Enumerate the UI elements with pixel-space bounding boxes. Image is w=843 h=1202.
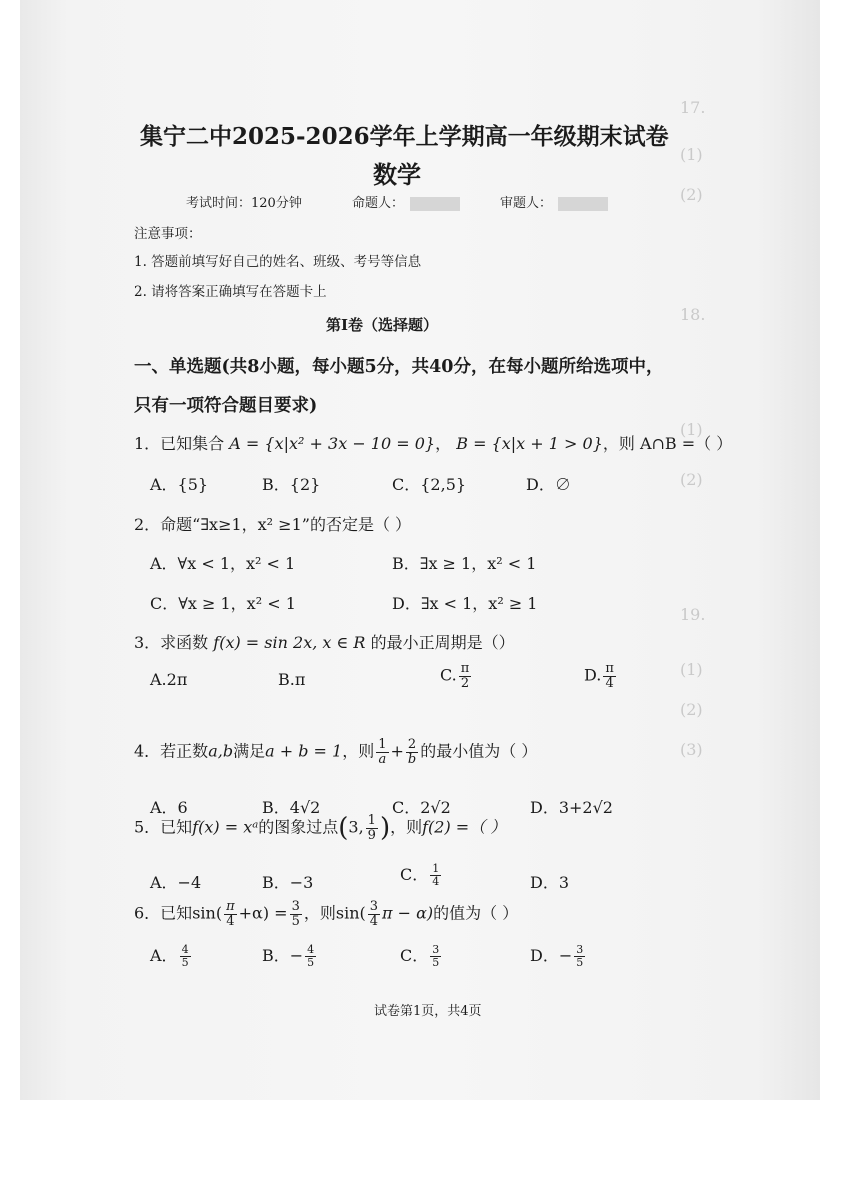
- fraction: [459, 662, 472, 690]
- author-field: [352, 192, 460, 211]
- q6-text: 的值为（ ）: [433, 903, 519, 923]
- bleed-through-text: (1): [680, 660, 703, 679]
- q3-option-b: B.π: [278, 670, 306, 689]
- notice-item: 2. 请将答案正确填写在答题卡上: [134, 284, 327, 300]
- denominator: 5: [307, 956, 315, 969]
- numerator: 3: [369, 899, 379, 914]
- q6-d-label: D．−: [530, 946, 573, 965]
- fraction: [376, 738, 388, 766]
- q3-c-label: C.: [440, 665, 457, 685]
- fraction: [603, 662, 616, 690]
- redacted-name: [410, 197, 460, 211]
- left-paren: (: [338, 813, 349, 843]
- bleed-through-text: (1): [680, 420, 703, 439]
- numerator: π: [226, 899, 235, 914]
- question-3-stem: [134, 630, 515, 653]
- bleed-through-text: (2): [680, 185, 703, 204]
- q5-text: 的图象过点: [258, 817, 339, 837]
- q1-number: 1．已知集合: [134, 434, 225, 453]
- redacted-name: [558, 197, 608, 211]
- numerator: π: [605, 661, 614, 676]
- denominator: 5: [576, 956, 584, 969]
- numerator: 4: [307, 943, 315, 957]
- q5-text: ，则: [390, 817, 423, 837]
- numerator: 4: [181, 943, 189, 957]
- numerator: 1: [378, 737, 387, 752]
- q3-option-c: [440, 662, 473, 690]
- bleed-through-text: 17.: [680, 98, 706, 117]
- exam-time: 考试时间：120分钟: [186, 196, 302, 211]
- q5-ask: f(2) =（ ）: [422, 817, 507, 837]
- right-paren: ): [379, 813, 391, 843]
- q4-vars: a,b: [208, 741, 234, 761]
- fraction: [305, 944, 316, 968]
- q6-option-d: [530, 943, 587, 969]
- q2-option-d: D．∃x < 1，x² ≥ 1: [392, 594, 538, 613]
- q4-option-a: A．6: [150, 798, 188, 817]
- q4-option-c: C．2√2: [392, 798, 451, 817]
- fraction: [406, 738, 418, 766]
- numerator: 3: [576, 943, 584, 957]
- denominator: b: [407, 751, 417, 767]
- q1-ask: ，则 A∩B =（ ）: [602, 434, 733, 453]
- fraction: [290, 900, 302, 928]
- q6-expr: π − α): [382, 903, 434, 923]
- bleed-through-text: 19.: [680, 605, 706, 624]
- q4-text: 4．若正数: [134, 741, 209, 761]
- q5-expression: f(x) = xᵃ: [192, 817, 259, 837]
- fraction: [368, 900, 380, 928]
- q6-text: ，则: [303, 903, 336, 923]
- q6-expr: +α) =: [238, 903, 288, 923]
- q6-option-c: [400, 943, 443, 969]
- q5-text: 5．已知: [134, 817, 193, 837]
- numerator: 1: [432, 862, 440, 876]
- q6-expr: sin(: [192, 903, 223, 923]
- denominator: 4: [226, 913, 235, 929]
- q5-option-d: D．3: [530, 873, 570, 892]
- denominator: 9: [367, 827, 376, 843]
- question-6-stem: [134, 900, 518, 928]
- denominator: 5: [432, 956, 440, 969]
- q1-option-d: D．∅: [526, 475, 571, 494]
- bleed-through-text: 18.: [680, 305, 706, 324]
- reviewer-label: 审题人：: [500, 196, 553, 211]
- bleed-through-text: (1): [680, 145, 703, 164]
- q4-condition: a + b = 1: [265, 741, 343, 761]
- q6-expr: sin(: [335, 903, 366, 923]
- fraction: [180, 944, 191, 968]
- subject-title: 数学: [373, 160, 421, 189]
- q5-option-b: B．−3: [262, 873, 314, 892]
- q4-option-d: D．3+2√2: [530, 798, 613, 817]
- denominator: a: [378, 751, 387, 767]
- q4-option-b: B．4√2: [262, 798, 321, 817]
- q6-a-label: A．: [150, 946, 178, 965]
- point-x: 3,: [348, 817, 364, 837]
- q3-text: 的最小正周期是（）: [370, 633, 515, 652]
- q6-c-label: C．: [400, 946, 429, 965]
- bleed-through-text: (2): [680, 470, 703, 489]
- exam-title: 集宁二中2025-2026学年上学期高一年级期末试卷: [140, 123, 669, 150]
- q3-d-label: D.: [584, 665, 602, 685]
- plus-sign: +: [390, 741, 404, 761]
- notice-item: 1. 答题前填写好自己的姓名、班级、考号等信息: [134, 254, 422, 270]
- q3-option-d: [584, 662, 618, 690]
- denominator: 4: [605, 675, 614, 691]
- q2-option-c: C．∀x ≥ 1，x² < 1: [150, 594, 296, 613]
- q5-c-label: C．: [400, 865, 429, 884]
- q6-b-label: B．−: [262, 946, 304, 965]
- bleed-through-text: (3): [680, 740, 703, 759]
- question-1-stem: [134, 431, 732, 454]
- numerator: 2: [407, 737, 417, 752]
- numerator: 3: [291, 899, 300, 914]
- q1-option-c: C．{2,5}: [392, 475, 467, 494]
- numerator: π: [460, 661, 470, 676]
- q4-text: 的最小值为（ ）: [420, 741, 538, 761]
- q2-option-b: B．∃x ≥ 1，x² < 1: [392, 554, 537, 573]
- q6-option-a: [150, 943, 193, 969]
- fraction: [574, 944, 585, 968]
- numerator: 1: [367, 812, 376, 828]
- q5-option-c: [400, 862, 443, 888]
- set-b: B = {x|x + 1 > 0}: [456, 434, 603, 453]
- denominator: 5: [181, 956, 189, 969]
- q6-text: 6．已知: [134, 903, 193, 923]
- question-2-stem: 2．命题“∃x≥1，x² ≥1”的否定是（ ）: [134, 515, 412, 534]
- section-heading: 一、单选题(共8小题，每小题5分，共40分，在每小题所给选项中，: [134, 357, 664, 377]
- fraction: [224, 900, 237, 928]
- question-5-stem: [134, 813, 506, 843]
- q1-sep: ，: [435, 434, 452, 453]
- q4-text: 满足: [233, 741, 266, 761]
- bleed-through-text: (2): [680, 700, 703, 719]
- q1-option-b: B．{2}: [262, 475, 321, 494]
- set-a: A = {x|x² + 3x − 10 = 0}: [229, 434, 436, 453]
- notice-heading: 注意事项：: [134, 226, 202, 242]
- q5-option-a: A．−4: [150, 873, 202, 892]
- q3-option-a: A.2π: [150, 670, 188, 689]
- q4-text: ，则: [342, 741, 375, 761]
- q3-text: 3．求函数: [134, 633, 209, 652]
- q3-expression: f(x) = sin 2x, x ∈ R: [213, 633, 366, 652]
- denominator: 2: [460, 675, 470, 691]
- question-4-stem: [134, 738, 537, 766]
- q2-option-a: A．∀x < 1，x² < 1: [150, 554, 296, 573]
- numerator: 3: [432, 943, 440, 957]
- page-footer: 试卷第1页，共4页: [374, 1004, 482, 1019]
- denominator: 4: [369, 913, 379, 929]
- denominator: 5: [291, 913, 300, 929]
- q1-option-a: A．{5}: [150, 475, 209, 494]
- author-label: 命题人：: [352, 196, 405, 211]
- denominator: 4: [432, 875, 440, 888]
- reviewer-field: [500, 192, 608, 211]
- fraction: [430, 863, 441, 887]
- part-title: 第Ⅰ卷（选择题）: [326, 316, 439, 334]
- section-heading-cont: 只有一项符合题目要求): [134, 396, 318, 416]
- fraction: [430, 944, 441, 968]
- q6-option-b: [262, 943, 318, 969]
- fraction: [366, 814, 378, 842]
